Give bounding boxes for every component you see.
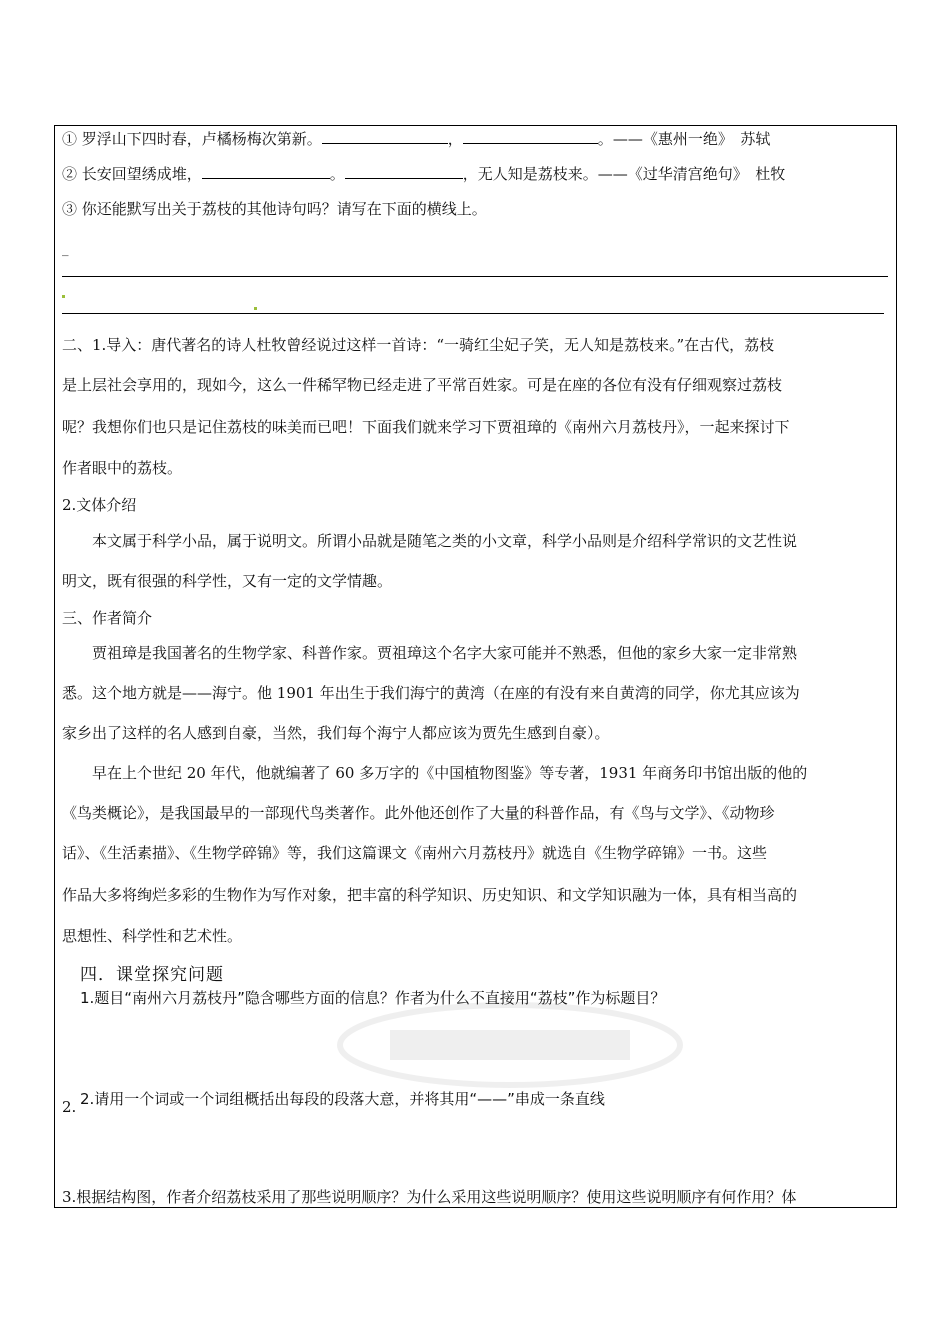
author-line: 《鸟类概论》，是我国最早的一部现代鸟类著作。此外他还创作了大量的科普作品，有《鸟与文学》、《动物珍	[62, 804, 775, 822]
poem-line-3: ③ 你还能默写出关于荔枝的其他诗句吗？请写在下面的横线上。	[62, 200, 487, 218]
intro-line: 作者眼中的荔枝。	[62, 459, 183, 477]
genre-line: 本文属于科学小品，属于说明文。所谓小品就是随笔之类的小文章，科学小品则是介绍科学常识的文艺性说	[62, 532, 798, 550]
answer-mark: _	[62, 242, 69, 257]
speck	[254, 307, 257, 310]
poem-line-2: ② 长安回望绣成堆， 。 ，无人知是荔枝来。——《过华清宫绝句》 杜牧	[62, 165, 786, 183]
intro-line: 二、1.导入：唐代著名的诗人杜牧曾经说过这样一首诗：“一骑红尘妃子笑，无人知是荔枝来。”在古代，荔枝	[62, 336, 775, 354]
author-line: 贾祖璋是我国著名的生物学家、科普作家。贾祖璋这个名字大家可能并不熟悉，但他的家乡大家一定非常熟	[62, 644, 798, 662]
answer-blank[interactable]	[345, 163, 463, 179]
question-2: 2.请用一个词或一个词组概括出每段的段落大意，并将其用“——”串成一条直线	[80, 1090, 605, 1108]
author-line: 作品大多将绚烂多彩的生物作为写作对象，把丰富的科学知识、历史知识、和文学知识融为一体，具有相当高的	[62, 886, 798, 904]
author-line: 家乡出了这样的名人感到自豪，当然，我们每个海宁人都应该为贾先生感到自豪）。	[62, 724, 610, 742]
genre-line: 明文，既有很强的科学性，又有一定的文学情趣。	[62, 572, 393, 590]
question-2-number: 2.	[62, 1098, 77, 1116]
answer-blank[interactable]	[322, 128, 448, 144]
watermark-logo	[330, 990, 690, 1100]
poem-line-1: ① 罗浮山下四时春，卢橘杨梅次第新。 ， 。——《惠州一绝》 苏轼	[62, 130, 771, 148]
author-title: 三、作者简介	[62, 609, 153, 627]
speck	[62, 295, 65, 298]
genre-title: 2.文体介绍	[62, 496, 137, 514]
intro-line: 是上层社会享用的，现如今，这么一件稀罕物已经走进了平常百姓家。可是在座的各位有没有仔细观察过荔枝	[62, 376, 783, 394]
author-line: 思想性、科学性和艺术性。	[62, 927, 243, 945]
section-4-title: 四．课堂探究问题	[80, 965, 224, 985]
intro-line: 呢？我想你们也只是记住荔枝的味美而已吧！下面我们就来学习下贾祖璋的《南州六月荔枝丹》，一起来探讨下	[62, 418, 790, 436]
answer-blank[interactable]	[463, 128, 598, 144]
author-line: 早在上个世纪 20 年代，他就编著了 60 多万字的《中国植物图鉴》等专著，1931 年商务印书馆出版的他的	[62, 764, 808, 782]
question-1: 1.题目“南州六月荔枝丹”隐含哪些方面的信息？作者为什么不直接用“荔枝”作为标题目？	[80, 989, 666, 1007]
answer-blank[interactable]	[202, 163, 330, 179]
author-line: 悉。这个地方就是——海宁。他 1901 年出生于我们海宁的黄湾（在座的有没有来自黄湾的同学，你尤其应该为	[62, 684, 800, 702]
answer-line[interactable]	[62, 313, 884, 314]
author-line: 话》、《生活素描》、《生物学碎锦》等，我们这篇课文《南州六月荔枝丹》就选自《生物学碎锦》一书。这些	[62, 844, 768, 862]
answer-line[interactable]	[62, 276, 888, 277]
question-3: 3.根据结构图，作者介绍荔枝采用了那些说明顺序？为什么采用这些说明顺序？使用这些说明顺序有何作用？体	[62, 1188, 797, 1206]
